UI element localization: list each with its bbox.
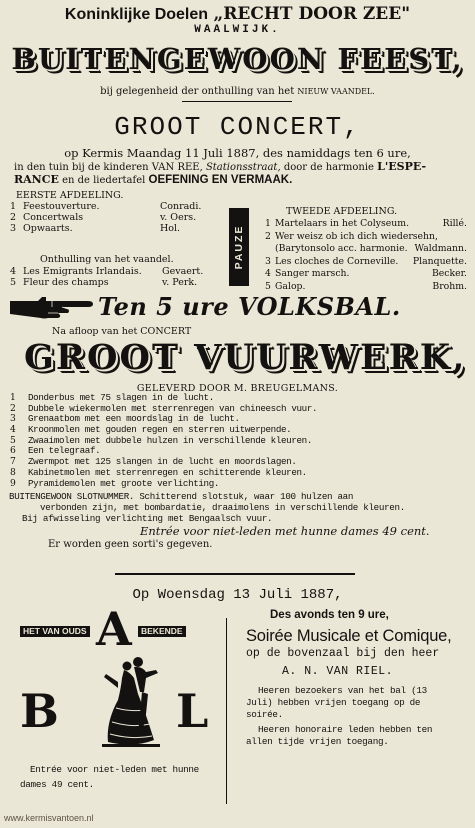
evening-time: Des avonds ten 9 ure,	[270, 609, 389, 621]
note-2-line-1: Heeren honoraire leden hebben ten	[258, 724, 433, 735]
item-number: 4	[265, 268, 271, 279]
note-1-line-1: Heeren bezoekers van het bal (13	[258, 685, 427, 696]
item-number: 1	[10, 392, 16, 403]
letter-l: L	[176, 684, 209, 738]
item-number: 9	[10, 477, 16, 489]
occasion	[0, 86, 475, 98]
program-item	[265, 256, 470, 267]
item-text: Pyramidemolen met groote verlichting.	[28, 477, 220, 489]
fireworks-supplier: GELEVERD DOOR M. BREUGELMANS.	[136, 383, 339, 394]
society-name: Koninklijke Doelen	[64, 6, 209, 23]
finale-text: Schitterend slotstuk, waar 100 hulzen aan	[139, 491, 354, 502]
item-number: 1	[265, 218, 271, 229]
old-ball-entry-1: Entrée voor niet-leden met hunne	[30, 764, 199, 775]
item-text: Kabinetmolen met sterrenregen en schitterende kleuren.	[28, 466, 307, 478]
city: WAALWIJK.	[194, 24, 281, 36]
venue-by: door de harmonie	[283, 162, 374, 173]
letter-a: A	[96, 602, 132, 656]
program-item	[265, 218, 470, 229]
fireworks-after: Na afloop van het CONCERT	[52, 326, 192, 337]
item-composer: Rillé.	[442, 218, 467, 229]
choir-intro: en de liedertafel	[62, 175, 146, 186]
soiree-host: A. N. VAN RIEL.	[282, 665, 394, 678]
item-title: Galop.	[275, 281, 306, 292]
band-name-part2: RANCE	[14, 173, 59, 186]
society-motto: „RECHT DOOR ZEE"	[213, 4, 411, 24]
item-text: Zwaaimolen met dubbele hulzen in verschillende kleuren.	[28, 434, 312, 446]
item-text: Kroonmolen met gouden regen en sterren uitwerpende.	[28, 424, 292, 436]
note-2-line-2: allen tijde vrijen toegang.	[246, 736, 389, 747]
banner-title: BUITENGEWOON FEEST,	[11, 42, 464, 76]
note-1-line-2: Juli) hebben vrijen toegang op de	[246, 697, 421, 708]
pointing-hand-icon	[8, 292, 94, 322]
item-composer: Gevaert.	[162, 266, 204, 277]
program-item	[10, 277, 210, 288]
item-number: 1	[10, 201, 17, 212]
dancing-couple-illustration	[94, 652, 174, 752]
item-number: 3	[265, 256, 271, 267]
first-part-heading: EERSTE AFDEELING.	[16, 190, 124, 201]
section-divider	[115, 573, 355, 575]
item-composer: Conradi.	[160, 201, 202, 212]
item-number: 2	[10, 402, 16, 414]
concert-choir-line	[14, 174, 292, 187]
finale-line-1	[9, 491, 353, 502]
item-composer: v. Perk.	[162, 277, 198, 288]
society-line	[0, 4, 475, 25]
fireworks-list	[10, 393, 465, 489]
item-title: Feestouverture.	[23, 201, 100, 212]
soiree-title: Soirée Musicale et Comique,	[246, 627, 452, 645]
fireworks-item	[10, 479, 465, 490]
item-composer: Planquette.	[412, 256, 467, 267]
item-number: 2	[265, 231, 271, 242]
program-item	[265, 281, 470, 292]
venue-text: in den tuin bij de kinderen VAN REE,	[14, 162, 203, 173]
item-title: Martelaars in het Colyseum.	[275, 218, 410, 229]
program-item	[10, 201, 210, 212]
item-composer: v. Oers.	[160, 212, 197, 223]
item-composer: Becker.	[431, 268, 467, 279]
fireworks-title: GROOT VUURWERK,	[24, 337, 467, 378]
pause-label: PAUZE	[233, 224, 245, 270]
program-item	[265, 231, 470, 242]
item-composer: Brohm.	[432, 281, 467, 292]
no-sorties-note: Er worden geen sorti's gegeven.	[48, 539, 213, 550]
note-1-line-3: soirée.	[246, 709, 283, 720]
old-ball-label-left: HET VAN OUDS	[20, 626, 90, 637]
divider	[182, 101, 292, 102]
item-title: Sanger marsch.	[275, 268, 350, 279]
second-part-heading: TWEEDE AFDEELING.	[286, 206, 398, 217]
venue-street: Stationsstraat,	[205, 162, 281, 173]
old-ball-entry-2: dames 49 cent.	[20, 779, 94, 790]
item-number: 5	[10, 434, 16, 446]
wednesday-date: Op Woensdag 13 Juli 1887,	[132, 587, 343, 603]
item-title: Opwaarts.	[23, 223, 73, 234]
occasion-banner: NIEUW VAANDEL.	[297, 87, 375, 96]
item-text: Grenaatbom met een moordslag in de lucht.	[28, 413, 240, 425]
item-title: Les cloches de Corneville.	[275, 256, 399, 267]
item-composer: Hol.	[160, 223, 181, 234]
item-title: (Barytonsolo acc. harmonie.	[275, 243, 408, 254]
unveiling-note: Onthulling van het vaandel.	[40, 254, 174, 265]
old-ball-label-right: BEKENDE	[138, 626, 186, 637]
watermark[interactable]: www.kermisvantoen.nl	[4, 813, 94, 823]
item-number: 4	[10, 424, 16, 436]
occasion-text: bij gelegenheid der onthulling van het	[100, 86, 295, 97]
item-text: Donderbus met 75 slagen in de lucht.	[28, 392, 214, 403]
item-number: 7	[10, 456, 16, 468]
item-number: 5	[10, 277, 17, 288]
finale-line-3: Bij afwisseling verlichting met Bengaalsch vuur.	[22, 513, 273, 524]
item-number: 3	[10, 413, 16, 425]
pause-box	[229, 208, 249, 286]
fireworks-entry: Entrée voor niet-leden met hunne dames 49 cent.	[140, 524, 430, 538]
item-composer: Waldmann.	[414, 243, 467, 254]
concert-title: GROOT CONCERT,	[114, 112, 361, 142]
item-text: Zwermpot met 125 slangen in de lucht en moordslagen.	[28, 456, 297, 468]
band-name-part1: L'ESPE-	[377, 160, 427, 173]
concert-date: op Kermis Maandag 11 Juli 1887, des namiddags ten 6 ure,	[64, 146, 411, 160]
item-title: Fleur des champs	[23, 277, 109, 288]
program-item	[265, 243, 470, 254]
item-title: Les Emigrants Irlandais.	[23, 266, 142, 277]
item-number: 8	[10, 466, 16, 478]
item-number: 6	[10, 445, 16, 457]
program-item	[265, 268, 470, 279]
finale-line-2: verbonden zijn, met bombardatie, draaimolens in verschillende kleuren.	[40, 502, 405, 513]
item-number: 5	[265, 281, 271, 292]
program-item	[10, 266, 210, 277]
item-number: 3	[10, 223, 17, 234]
choir-name: OEFENING EN VERMAAK.	[148, 174, 293, 186]
item-title: Wer weisz ob ich dich wiedersehn,	[275, 231, 438, 242]
finale-heading: BUITENGEWOON SLOTNUMMER.	[9, 491, 135, 502]
program-item	[10, 212, 210, 223]
letter-b: B	[20, 684, 59, 738]
item-text: Dubbele wiekermolen met sterrenregen van chineesch vuur.	[28, 402, 318, 414]
volksbal-announcement: Ten 5 ure VOLKSBAL.	[98, 292, 401, 321]
soiree-location: op de bovenzaal bij den heer	[246, 647, 440, 660]
item-title: Concertwals	[23, 212, 84, 223]
program-item	[10, 223, 210, 234]
concert-venue-line	[14, 161, 426, 174]
item-number: 4	[10, 266, 17, 277]
item-text: Een telegraaf.	[28, 445, 101, 457]
column-divider	[226, 618, 227, 804]
item-number: 2	[10, 212, 17, 223]
